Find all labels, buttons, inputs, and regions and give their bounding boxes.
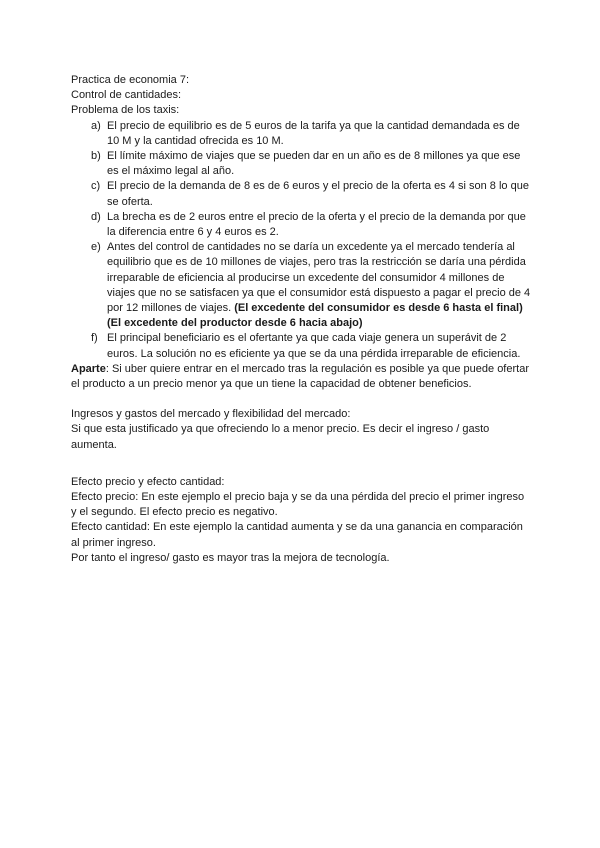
list-item-text: El principal beneficiario es el ofertante ya que cada viaje genera un superávit de 2 euros. La solución no es eficiente ya que se da una pérdida irreparable de eficiencia. — [107, 332, 521, 360]
list-item-text: El precio de la demanda de 8 es de 6 euros y el precio de la oferta es 4 si son 8 lo que se oferta. — [107, 180, 529, 208]
section3-heading: Efecto precio y efecto cantidad: — [71, 475, 225, 488]
section3-conclusion: Por tanto el ingreso/ gasto es mayor tras la mejora de tecnología. — [71, 551, 390, 564]
list-item-b — [71, 149, 531, 179]
document-title: Practica de economia 7: — [71, 74, 190, 86]
list-marker: a) — [91, 119, 101, 132]
section2-text: Si que esta justificado ya que ofreciendo lo a menor precio. Es decir el ingreso / gasto aumenta. — [71, 423, 490, 451]
list-item-c — [71, 179, 531, 209]
document-subtitle: Control de cantidades: — [71, 89, 182, 102]
aside-text: : Si uber quiere entrar en el mercado tras la regulación es posible ya que puede ofertar el producto a un precio menor ya que un tiene la capacidad de obtener beneficios. — [71, 362, 529, 391]
spacer — [71, 392, 531, 407]
section3-quantity-effect: Efecto cantidad: En este ejemplo la cantidad aumenta y se da una ganancia en comparación al primer ingreso. — [71, 521, 523, 549]
list-item-d — [71, 210, 531, 240]
list-marker: e) — [91, 241, 101, 254]
list-item-a — [71, 119, 531, 149]
aside-label: Aparte — [71, 362, 106, 375]
list-item-text: La brecha es de 2 euros entre el precio de la oferta y el precio de la demanda por que la diferencia entre 6 y 4 euros es 2. — [107, 210, 526, 239]
section3-price-effect: Efecto precio: En este ejemplo el precio baja y se da una pérdida del precio el primer ingreso y el segundo. El efecto precio es negativo. — [71, 491, 525, 519]
list-marker: d) — [91, 210, 101, 223]
list-item-text: El precio de equilibrio es de 5 euros de la tarifa ya que la cantidad demandada es de 10 M y la cantidad ofrecida es 10 M. — [107, 119, 520, 147]
list-item-text: El límite máximo de viajes que se pueden dar en un año es de 8 millones ya que ese es el máximo legal al año. — [107, 150, 521, 178]
spacer — [71, 453, 531, 475]
list-item-bold-note: (El excedente del consumidor es desde 6 hasta el final)(El excedente del productor desde 6 hacia abajo) — [107, 302, 523, 330]
list-marker: b) — [91, 150, 101, 163]
list-item-f — [71, 331, 531, 361]
aside-paragraph — [71, 362, 531, 392]
answer-list — [71, 119, 531, 362]
list-marker: c) — [91, 180, 101, 193]
document-page — [71, 73, 531, 566]
section2-heading: Ingresos y gastos del mercado y flexibilidad del mercado: — [71, 408, 351, 421]
problem-heading: Problema de los taxis: — [71, 104, 180, 117]
list-item-e — [71, 240, 531, 331]
list-marker: f) — [91, 332, 98, 345]
list-item-text: Antes del control de cantidades no se daría un excedente ya el mercado tendería al equilibrio que es de 10 millones de viajes, pero tras la restricción se daría una pérdida irreparable de eficiencia al producirse un excedente del consumidor 4 millones de viajes que no se satisfacen ya que el consumidor está dispuesto a pagar el precio de 4 por 12 millones de viajes. — [107, 241, 531, 315]
